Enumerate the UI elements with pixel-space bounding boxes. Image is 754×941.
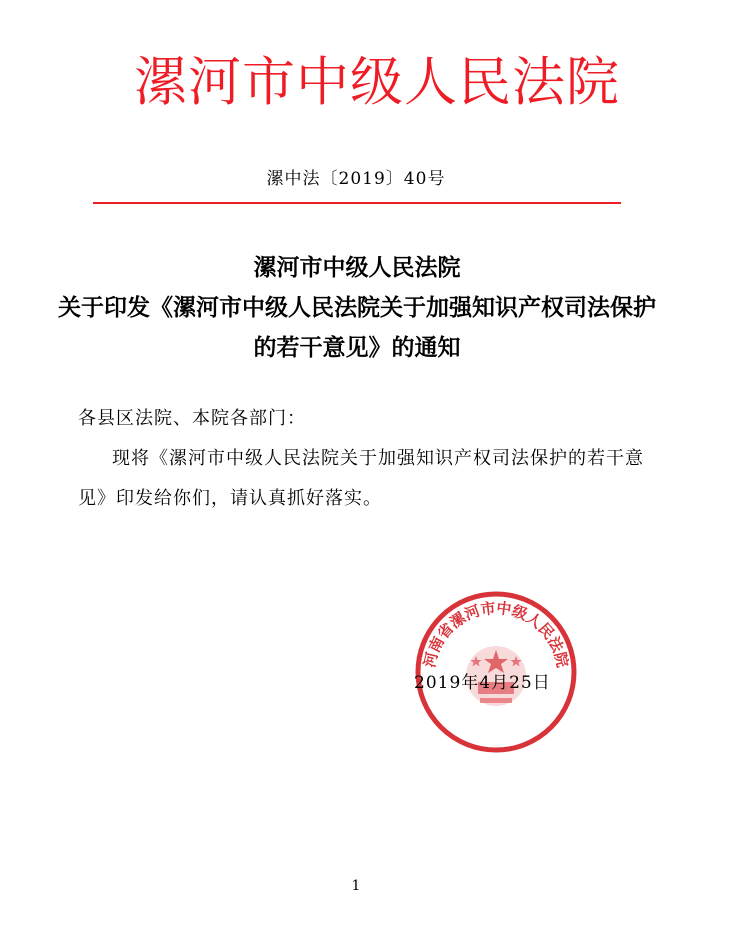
page-number: 1: [351, 878, 361, 894]
body-paragraph: 现将《漯河市中级人民法院关于加强知识产权司法保护的若干意见》印发给你们，请认真抓好落实。: [78, 448, 644, 509]
seal-arc-textpath: 河南省漯河市中级人民法院: [420, 599, 572, 670]
court-header-title: 漯河市中级人民法院: [134, 52, 620, 113]
issue-date: 2019年4月25日: [414, 673, 551, 693]
notice-title-line-3: 的若干意见》的通知: [253, 334, 461, 361]
salutation: 各县区法院、本院各部门：: [78, 408, 306, 429]
header-red-rule: [93, 202, 621, 204]
document-number: 漯中法〔2019〕40号: [266, 169, 446, 189]
notice-title: [40, 248, 674, 368]
notice-title-line-2: 关于印发《漯河市中级人民法院关于加强知识产权司法保护: [58, 294, 656, 321]
notice-title-line-1: 漯河市中级人民法院: [253, 254, 461, 281]
